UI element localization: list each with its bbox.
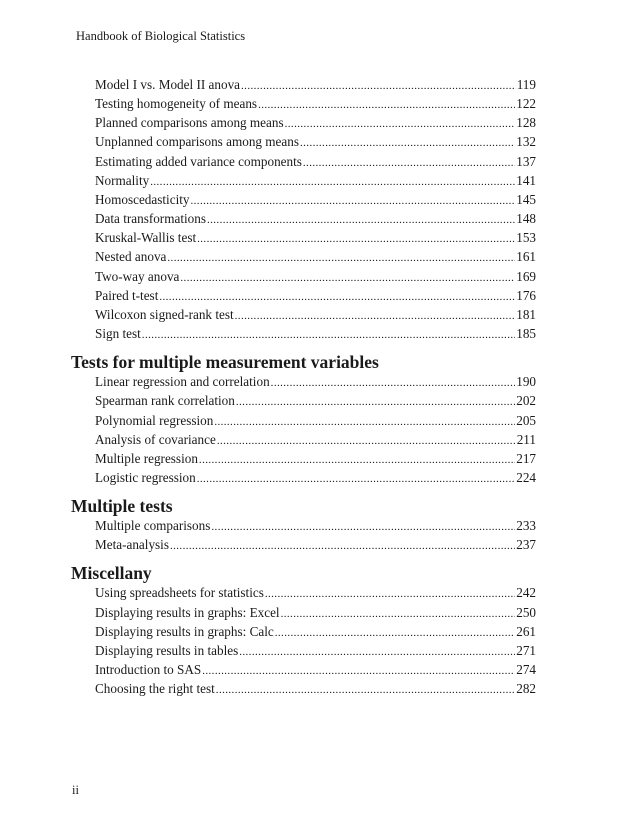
toc-entry-page: 148 bbox=[516, 211, 536, 227]
toc-entry-page: 132 bbox=[516, 134, 536, 150]
toc-entry bbox=[95, 603, 536, 622]
toc-entry-page: 128 bbox=[516, 115, 536, 131]
toc-entry-title: Estimating added variance components bbox=[95, 153, 302, 169]
toc-entry-page: 233 bbox=[516, 518, 536, 534]
toc-entry-title: Planned comparisons among means bbox=[95, 115, 284, 131]
toc-entry-page: 217 bbox=[516, 450, 536, 466]
toc-entry-page: 181 bbox=[516, 306, 536, 322]
toc-entry-page: 119 bbox=[516, 77, 536, 92]
running-header: Handbook of Biological Statistics bbox=[76, 29, 246, 43]
toc-entry-page: 122 bbox=[516, 96, 536, 112]
toc-entry bbox=[95, 372, 536, 391]
toc-entry-title: Unplanned comparisons among means bbox=[95, 134, 299, 150]
toc-entry-page: 205 bbox=[516, 412, 536, 428]
toc-entry-page: 242 bbox=[516, 585, 536, 601]
toc-entry bbox=[95, 152, 536, 171]
toc-entry-title: Wilcoxon signed-rank test bbox=[95, 306, 234, 322]
toc-entry bbox=[95, 75, 536, 94]
toc-entry-title: Introduction to SAS bbox=[95, 662, 202, 678]
toc-entry-title: Homoscedasticity bbox=[95, 191, 190, 207]
toc-entry-page: 250 bbox=[516, 604, 536, 620]
toc-section-list bbox=[0, 516, 638, 554]
toc-entry-page: 237 bbox=[516, 537, 536, 553]
dot-leader bbox=[216, 681, 515, 700]
section-heading-miscellany: Miscellany bbox=[71, 563, 152, 584]
toc-entry-title: Logistic regression bbox=[95, 469, 196, 485]
toc-entry-title: Spearman rank correlation bbox=[95, 393, 235, 409]
toc-entry-title: Kruskal-Wallis test bbox=[95, 230, 197, 246]
toc-entry bbox=[95, 190, 536, 209]
toc-entry-title: Displaying results in tables bbox=[95, 642, 239, 658]
toc-entry bbox=[95, 535, 536, 554]
toc-entry bbox=[95, 132, 536, 151]
toc-entry-page: 202 bbox=[516, 393, 536, 409]
toc-entry-page: 145 bbox=[516, 191, 536, 207]
toc-entry bbox=[95, 228, 536, 247]
toc-entry bbox=[95, 113, 536, 132]
toc-entry-page: 161 bbox=[516, 249, 536, 265]
toc-entry-title: Displaying results in graphs: Excel bbox=[95, 604, 280, 620]
toc-entry-title: Meta-analysis bbox=[95, 537, 169, 553]
toc-entry bbox=[95, 247, 536, 266]
toc-entry-title: Choosing the right test bbox=[95, 681, 215, 697]
toc-entry-page: 261 bbox=[516, 623, 536, 639]
toc-entry-page: 271 bbox=[516, 642, 536, 658]
toc-entry-title: Sign test bbox=[95, 326, 141, 342]
toc-continued-list bbox=[0, 75, 638, 343]
section-heading-multiple-measurement: Tests for multiple measurement variables bbox=[71, 352, 379, 373]
toc-entry bbox=[95, 391, 536, 410]
toc-entry-page: 176 bbox=[516, 287, 536, 303]
toc-section-list bbox=[0, 372, 638, 487]
toc-entry bbox=[95, 468, 536, 487]
toc-entry-page: 224 bbox=[516, 469, 536, 485]
toc-entry-page: 211 bbox=[516, 431, 536, 447]
toc-entry bbox=[95, 171, 536, 190]
toc-entry-page: 137 bbox=[516, 153, 536, 169]
page-number: ii bbox=[72, 783, 79, 797]
toc-entry-title: Displaying results in graphs: Calc bbox=[95, 623, 274, 639]
toc-entry-page: 274 bbox=[516, 662, 536, 678]
toc-entry bbox=[95, 286, 536, 305]
toc-entry-title: Analysis of covariance bbox=[95, 431, 216, 447]
toc-entry-title: Nested anova bbox=[95, 249, 167, 265]
table-of-contents bbox=[0, 75, 638, 698]
toc-entry bbox=[95, 94, 536, 113]
toc-entry bbox=[95, 516, 536, 535]
toc-entry-title: Multiple regression bbox=[95, 450, 198, 466]
toc-entry-title: Linear regression and correlation bbox=[95, 374, 270, 390]
toc-entry bbox=[95, 411, 536, 430]
toc-entry-title: Data transformations bbox=[95, 211, 206, 227]
toc-entry-title: Model I vs. Model II anova bbox=[95, 77, 241, 92]
toc-entry bbox=[95, 641, 536, 660]
toc-entry-title: Two-way anova bbox=[95, 268, 180, 284]
toc-entry bbox=[95, 660, 536, 679]
toc-entry bbox=[95, 583, 536, 602]
dot-leader bbox=[142, 326, 515, 345]
section-heading-multiple-tests: Multiple tests bbox=[71, 496, 173, 517]
toc-entry bbox=[95, 430, 536, 449]
dot-leader bbox=[197, 470, 516, 489]
toc-entry-page: 282 bbox=[516, 681, 536, 697]
toc-entry bbox=[95, 209, 536, 228]
toc-entry-page: 185 bbox=[516, 326, 536, 342]
toc-entry bbox=[95, 679, 536, 698]
toc-entry-title: Testing homogeneity of means bbox=[95, 96, 258, 112]
toc-entry bbox=[95, 449, 536, 468]
toc-entry bbox=[95, 622, 536, 641]
toc-entry-title: Multiple comparisons bbox=[95, 518, 211, 534]
toc-entry-page: 190 bbox=[516, 374, 536, 390]
dot-leader bbox=[170, 537, 515, 556]
toc-entry bbox=[95, 324, 536, 343]
toc-entry-title: Using spreadsheets for statistics bbox=[95, 585, 264, 601]
toc-entry-page: 141 bbox=[516, 172, 536, 188]
toc-entry-title: Polynomial regression bbox=[95, 412, 214, 428]
toc-entry-page: 169 bbox=[516, 268, 536, 284]
toc-entry bbox=[95, 305, 536, 324]
toc-entry bbox=[95, 267, 536, 286]
toc-entry-title: Paired t-test bbox=[95, 287, 159, 303]
toc-entry-title: Normality bbox=[95, 172, 150, 188]
toc-section-list bbox=[0, 583, 638, 698]
toc-entry-page: 153 bbox=[516, 230, 536, 246]
